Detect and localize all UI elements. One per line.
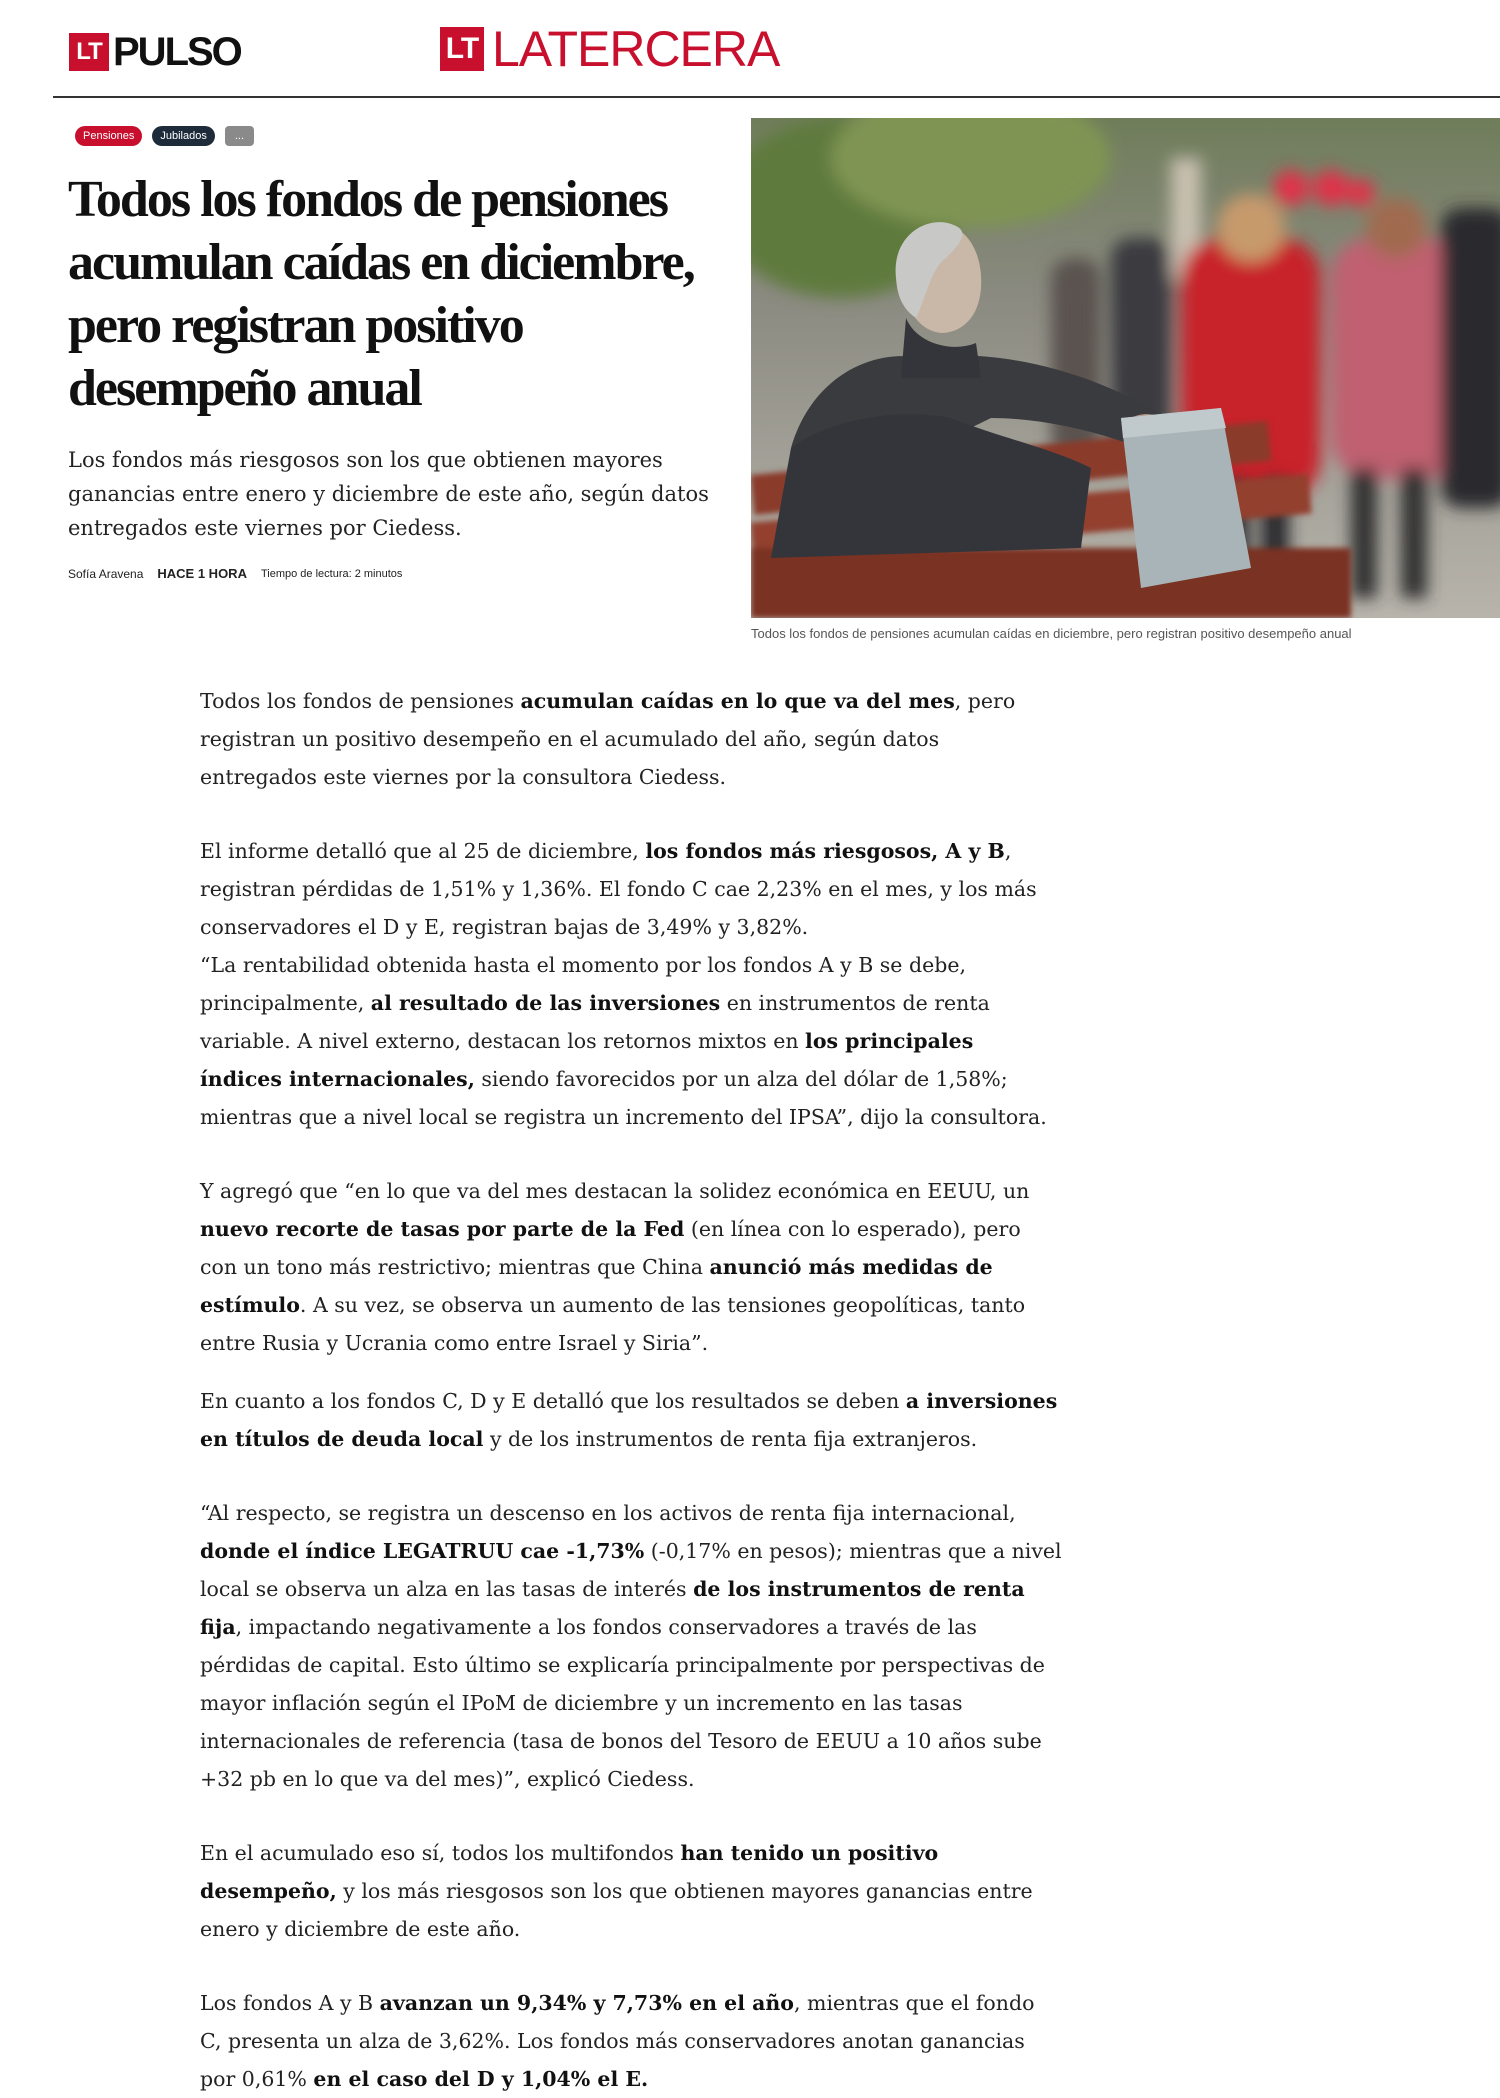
site-header bbox=[53, 20, 1500, 98]
tag-jubilados[interactable]: Jubilados bbox=[152, 126, 214, 146]
tag-list bbox=[75, 126, 254, 146]
article-photo bbox=[751, 118, 1500, 618]
reading-time: Tiempo de lectura: 2 minutos bbox=[260, 567, 403, 580]
byline bbox=[68, 566, 402, 581]
article-paragraph: En cuanto a los fondos C, D y E detalló que los resultados se deben a inversiones en títulos de deuda local y de los instrumentos de renta fija extranjeros. bbox=[200, 1389, 1058, 1451]
article-paragraph: Y agregó que “en lo que va del mes destacan la solidez económica en EEUU, un nuevo recorte de tasas por parte de la Fed (en línea con lo esperado), pero con un tono más restrictivo; mientras que China anunció más medidas de estímulo. A su vez, se observa un aumento de las tensiones geopolíticas, tanto entre Rusia y Ucrania como entre Israel y Siria”. bbox=[200, 1179, 1030, 1355]
publish-time: HACE 1 HORA bbox=[157, 566, 247, 581]
la-tercera-logo[interactable] bbox=[440, 21, 780, 77]
article-paragraph: El informe detalló que al 25 de diciembre, los fondos más riesgosos, A y B, registran pérdidas de 1,51% y 1,36%. El fondo C cae 2,23% en el mes, y los más conservadores el D y E, registran bajas de 3,49% y 3,82%. bbox=[200, 839, 1037, 939]
article-subtitle: Los fondos más riesgosos son los que obtienen mayores ganancias entre enero y diciembre de este año, según datos entregados este viernes por Ciedess. bbox=[68, 448, 709, 540]
lt-logo-box: LT bbox=[69, 33, 109, 71]
article-paragraph: Los fondos A y B avanzan un 9,34% y 7,73% en el año, mientras que el fondo C, presenta un alza de 3,62%. Los fondos más conservadores anotan ganancias por 0,61% en el caso del D y 1,04% el E. bbox=[200, 1991, 1035, 2091]
tag-more-button[interactable]: ... bbox=[225, 126, 254, 146]
la-tercera-logo-name: LATERCERA bbox=[492, 21, 780, 77]
article-headline: Todos los fondos de pensiones acumulan caídas en diciembre, pero registran positivo desempeño anual bbox=[68, 171, 694, 417]
article-paragraph: Todos los fondos de pensiones acumulan caídas en lo que va del mes, pero registran un positivo desempeño en el acumulado del año, según datos entregados este viernes por la consultora Ciedess. bbox=[200, 689, 1016, 789]
pulso-logo-name: PULSO bbox=[113, 30, 241, 74]
article-paragraph: “La rentabilidad obtenida hasta el momento por los fondos A y B se debe, principalmente, al resultado de las inversiones en instrumentos de renta variable. A nivel externo, destacan los retornos mixtos en los principales índices internacionales, siendo favorecidos por un alza del dólar de 1,58%; mientras que a nivel local se registra un incremento del IPSA”, dijo la consultora. bbox=[200, 953, 1047, 1129]
lt-logo-box: LT bbox=[440, 27, 484, 71]
article-paragraph: En el acumulado eso sí, todos los multifondos han tenido un positivo desempeño, y los más riesgosos son los que obtienen mayores ganancias entre enero y diciembre de este año. bbox=[200, 1841, 1033, 1941]
photo-caption: Todos los fondos de pensiones acumulan caídas en diciembre, pero registran positivo desempeño anual bbox=[751, 626, 1352, 641]
article-paragraph: “Al respecto, se registra un descenso en los activos de renta fija internacional, donde el índice LEGATRUU cae -1,73% (-0,17% en pesos); mientras que a nivel local se observa un alza en las tasas de interés de los instrumentos de renta fija, impactando negativamente a los fondos conservadores a través de las pérdidas de capital. Esto último se explicaría principalmente por perspectivas de mayor inflación según el IPoM de diciembre y un incremento en las tasas internacionales de referencia (tasa de bonos del Tesoro de EEUU a 10 años sube +32 pb en lo que va del mes)”, explicó Ciedess. bbox=[200, 1501, 1062, 1791]
elderly-man-on-bench-photo bbox=[751, 118, 1500, 618]
tag-pensiones[interactable]: Pensiones bbox=[75, 126, 142, 146]
author-name[interactable]: Sofía Aravena bbox=[68, 566, 144, 581]
pulso-logo[interactable] bbox=[69, 32, 241, 72]
article-body bbox=[200, 682, 1062, 2098]
